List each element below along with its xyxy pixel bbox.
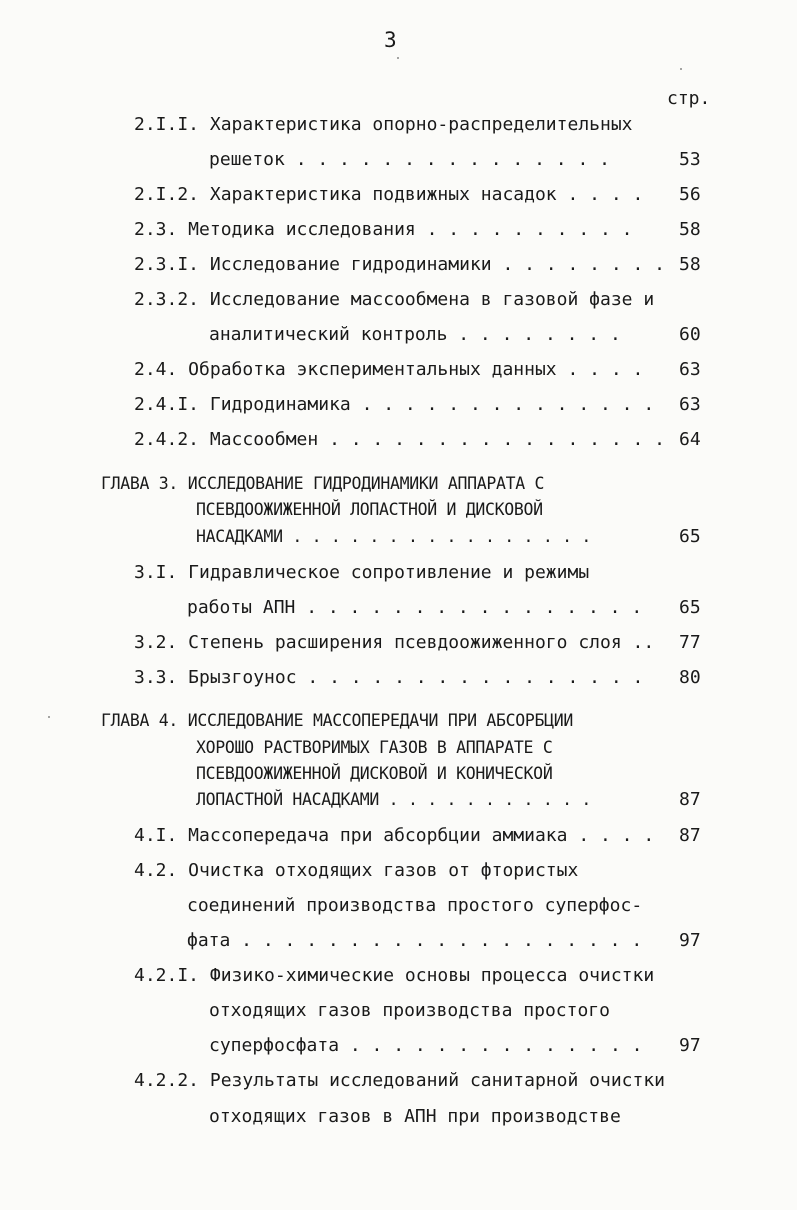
toc-page: 80 bbox=[679, 667, 701, 688]
toc-line: 4.2.I. Физико-химические основы процесса очистки bbox=[134, 965, 655, 986]
toc-line: соединений производства простого суперфос- bbox=[187, 895, 643, 916]
toc-line: 3.2. Степень расширения псевдоожиженного слоя .. bbox=[134, 632, 655, 653]
toc-line: отходящих газов производства простого bbox=[209, 1000, 610, 1021]
toc-page: 56 bbox=[679, 184, 701, 205]
chapter-heading: ГЛАВА 3. ИССЛЕДОВАНИЕ ГИДРОДИНАМИКИ АППАРАТА С bbox=[101, 474, 545, 493]
page-number: 3 bbox=[384, 28, 397, 52]
toc-page: 64 bbox=[679, 429, 701, 450]
toc-page: 97 bbox=[679, 930, 701, 951]
toc-page: 87 bbox=[679, 825, 701, 846]
toc-line: 2.3. Методика исследования . . . . . . . . . . bbox=[134, 219, 633, 240]
scan-speck bbox=[680, 68, 682, 70]
toc-line: 2.3.2. Исследование массообмена в газовой фазе и bbox=[134, 289, 655, 310]
toc-line: аналитический контроль . . . . . . . . bbox=[209, 324, 621, 345]
toc-page: 77 bbox=[679, 632, 701, 653]
toc-page: 60 bbox=[679, 324, 701, 345]
toc-line: 4.2. Очистка отходящих газов от фтористых bbox=[134, 860, 579, 881]
toc-page: 87 bbox=[679, 789, 701, 810]
toc-line: ЛОПАСТНОЙ НАСАДКАМИ . . . . . . . . . . . bbox=[196, 790, 591, 809]
toc-line: решеток . . . . . . . . . . . . . . . bbox=[209, 149, 610, 170]
chapter-heading: ГЛАВА 4. ИССЛЕДОВАНИЕ МАССОПЕРЕДАЧИ ПРИ АБСОРБЦИИ bbox=[101, 711, 574, 730]
scan-speck bbox=[397, 57, 399, 59]
toc-line: суперфосфата . . . . . . . . . . . . . . bbox=[209, 1035, 643, 1056]
toc-line: фата . . . . . . . . . . . . . . . . . . . bbox=[187, 930, 643, 951]
toc-page: 53 bbox=[679, 149, 701, 170]
pages-column-label: стр. bbox=[667, 88, 711, 109]
toc-line: отходящих газов в АПН при производстве bbox=[209, 1106, 621, 1127]
chapter-heading: ПСЕВДООЖИЖЕННОЙ ДИСКОВОЙ И КОНИЧЕСКОЙ bbox=[196, 764, 553, 783]
toc-line: 4.2.2. Результаты исследований санитарной очистки bbox=[134, 1070, 666, 1091]
scan-speck bbox=[48, 716, 50, 718]
toc-page: 65 bbox=[679, 597, 701, 618]
toc-page: 63 bbox=[679, 394, 701, 415]
toc-line: 2.4. Обработка экспериментальных данных . . . . bbox=[134, 359, 644, 380]
chapter-heading: ПСЕВДООЖИЖЕННОЙ ЛОПАСТНОЙ И ДИСКОВОЙ bbox=[196, 500, 543, 519]
toc-page: 58 bbox=[679, 219, 701, 240]
toc-line: 3.I. Гидравлическое сопротивление и режимы bbox=[134, 562, 590, 583]
toc-line: 4.I. Массопередача при абсорбции аммиака . . . . bbox=[134, 825, 655, 846]
toc-line: 2.I.2. Характеристика подвижных насадок . . . . bbox=[134, 184, 644, 205]
toc-line: 2.I.I. Характеристика опорно-распределительных bbox=[134, 114, 633, 135]
chapter-heading: ХОРОШО РАСТВОРИМЫХ ГАЗОВ В АППАРАТЕ С bbox=[196, 738, 553, 757]
toc-line: 2.4.2. Массообмен . . . . . . . . . . . . . . . . bbox=[134, 429, 666, 450]
toc-page: 97 bbox=[679, 1035, 701, 1056]
toc-line: НАСАДКАМИ . . . . . . . . . . . . . . . . bbox=[196, 527, 591, 546]
toc-line: работы АПН . . . . . . . . . . . . . . . . bbox=[187, 597, 643, 618]
toc-page: 65 bbox=[679, 526, 701, 547]
toc-page: 63 bbox=[679, 359, 701, 380]
toc-page: 58 bbox=[679, 254, 701, 275]
toc-line: 2.3.I. Исследование гидродинамики . . . . . . . . bbox=[134, 254, 666, 275]
toc-line: 3.3. Брызгоунос . . . . . . . . . . . . . . . . bbox=[134, 667, 644, 688]
toc-line: 2.4.I. Гидродинамика . . . . . . . . . . . . . . bbox=[134, 394, 655, 415]
